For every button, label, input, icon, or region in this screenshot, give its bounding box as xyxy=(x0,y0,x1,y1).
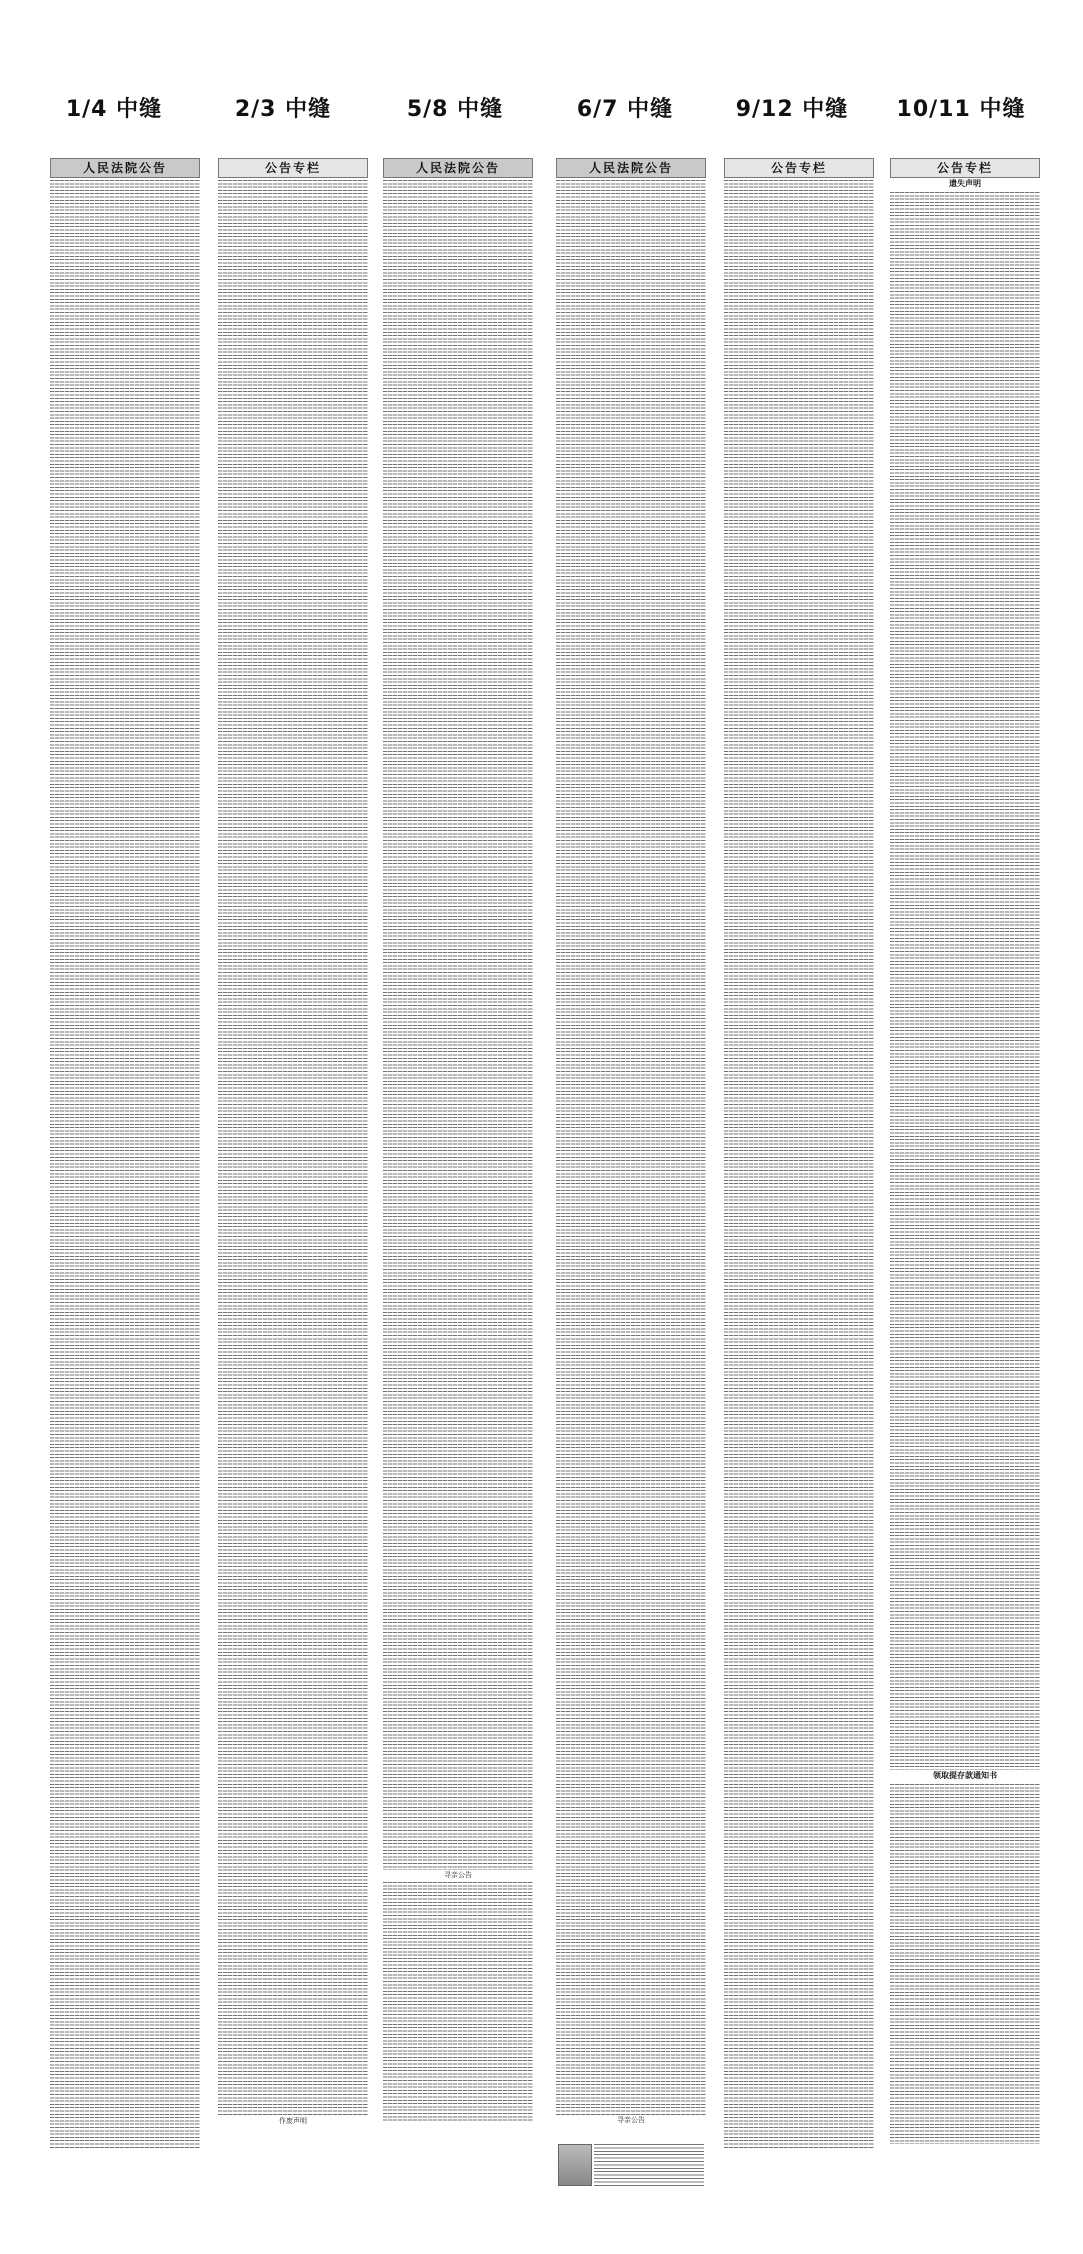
column-body-text xyxy=(50,180,200,2150)
deposit-notice-title: 领取提存款通知书 xyxy=(890,1770,1040,1782)
lost-notice-title: 遗失声明 xyxy=(890,178,1040,190)
notice-column-4 xyxy=(556,158,706,2148)
column-title-1: 1/4 中缝 xyxy=(65,97,163,122)
notice-column-3 xyxy=(383,158,533,2148)
column-body-text xyxy=(218,180,368,2116)
column-body-text xyxy=(383,180,533,1870)
column-header: 公告专栏 xyxy=(724,158,874,178)
notice-column-5 xyxy=(724,158,874,2148)
column-title-4: 6/7 中缝 xyxy=(576,97,674,122)
column-title-6: 10/11 中缝 xyxy=(896,97,1026,122)
column-body-text xyxy=(556,180,706,2115)
column-footer: 寻亲公告 xyxy=(444,1871,472,1879)
notice-column-1 xyxy=(50,158,200,2158)
column-header: 人民法院公告 xyxy=(50,158,200,178)
column-body-text xyxy=(383,1882,533,2122)
column-title-2: 2/3 中缝 xyxy=(234,97,332,122)
column-header: 人民法院公告 xyxy=(556,158,706,178)
column-header: 人民法院公告 xyxy=(383,158,533,178)
column-body-text xyxy=(890,192,1040,1770)
notice-column-2 xyxy=(218,158,368,2148)
notice-column-6 xyxy=(890,158,1040,2148)
column-header: 公告专栏 xyxy=(890,158,1040,178)
column-title-3: 5/8 中缝 xyxy=(406,97,504,122)
column-footer: 作废声明 xyxy=(279,2117,307,2125)
column-title-5: 9/12 中缝 xyxy=(735,97,849,122)
column-body-text xyxy=(890,1784,1040,2144)
missing-person-text xyxy=(594,2144,704,2188)
column-header: 公告专栏 xyxy=(218,158,368,178)
missing-person-photo xyxy=(558,2144,592,2186)
column-footer: 寻亲公告 xyxy=(617,2116,645,2124)
column-body-text xyxy=(724,180,874,2148)
